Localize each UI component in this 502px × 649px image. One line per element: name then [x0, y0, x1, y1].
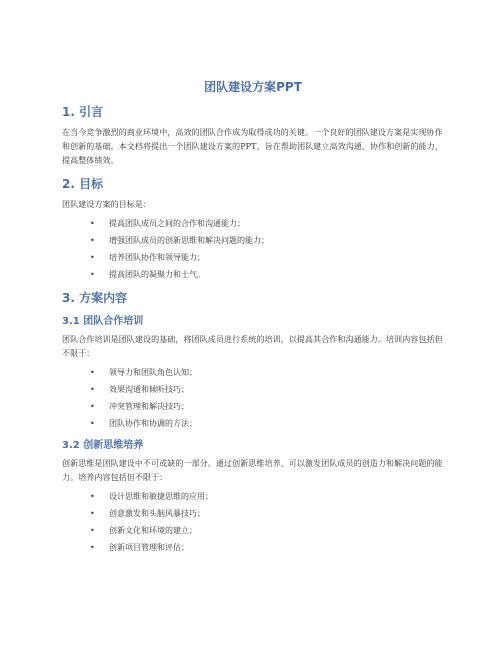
- document-title: 团队建设方案PPT: [204, 80, 302, 94]
- teamwork-training-list: [62, 366, 444, 431]
- list-item: [90, 268, 444, 282]
- innovation-thinking-list: [62, 490, 444, 555]
- list-item: [90, 400, 444, 414]
- list-item: [90, 251, 444, 265]
- list-item: [90, 383, 444, 397]
- bullet-icon: •: [90, 526, 95, 535]
- list-item-text: 创意激发和头脑风暴技巧；: [109, 509, 205, 518]
- list-item-text: 效果沟通和倾听技巧；: [109, 385, 189, 394]
- bullet-icon: •: [90, 419, 95, 428]
- section-heading-plan-content: 3. 方案内容: [62, 291, 128, 305]
- bullet-icon: •: [90, 236, 95, 245]
- goals-paragraph: 团队建设方案的目标是：: [62, 200, 152, 209]
- bullet-icon: •: [90, 270, 95, 279]
- list-item: [90, 524, 444, 538]
- goals-list: [62, 217, 444, 282]
- list-item: [90, 234, 444, 248]
- bullet-icon: •: [90, 543, 95, 552]
- bullet-icon: •: [90, 385, 95, 394]
- list-item-text: 提高团队成员之间的合作和沟通能力；: [109, 219, 245, 228]
- list-item-text: 提高团队的凝聚力和士气。: [109, 270, 205, 279]
- bullet-icon: •: [90, 509, 95, 518]
- list-item: [90, 217, 444, 231]
- list-item: [90, 490, 444, 504]
- bullet-icon: •: [90, 219, 95, 228]
- list-item-text: 领导力和团队角色认知；: [109, 368, 197, 377]
- list-item-text: 团队协作和协调的方法；: [109, 419, 197, 428]
- list-item: [90, 366, 444, 380]
- list-item: [90, 541, 444, 555]
- list-item: [90, 507, 444, 521]
- list-item-text: 设计思维和敏捷思维的应用；: [109, 492, 213, 501]
- list-item-text: 创新项目管理和评估；: [109, 543, 189, 552]
- list-item: [90, 417, 444, 431]
- introduction-paragraph: 在当今竞争激烈的商业环境中，高效的团队合作成为取得成功的关键。一个良好的团队建设方案是实现协作和创新的基础。本文档将提出一个团队建设方案的PPT，旨在帮助团队建立高效沟通、协作和创新的能力，提高整体绩效。: [62, 128, 443, 165]
- list-item-text: 冲突管理和解决技巧；: [109, 402, 189, 411]
- section-heading-introduction: 1. 引言: [62, 105, 104, 119]
- bullet-icon: •: [90, 253, 95, 262]
- section-heading-goals: 2. 目标: [62, 177, 104, 191]
- bullet-icon: •: [90, 402, 95, 411]
- bullet-icon: •: [90, 492, 95, 501]
- bullet-icon: •: [90, 368, 95, 377]
- subsection-heading-innovation-thinking: 3.2 创新思维培养: [62, 440, 144, 451]
- subsection-heading-teamwork-training: 3.1 团队合作培训: [62, 316, 144, 327]
- list-item-text: 创新文化和环境的建立；: [109, 526, 197, 535]
- list-item-text: 培养团队协作和领导能力；: [109, 253, 205, 262]
- list-item-text: 增强团队成员的创新思维和解决问题的能力；: [109, 236, 269, 245]
- teamwork-training-paragraph: 团队合作培训是团队建设的基础，将团队成员进行系统的培训，以提高其合作和沟通能力。培训内容包括但不限于：: [62, 335, 443, 358]
- document-body: [62, 78, 444, 559]
- innovation-thinking-paragraph: 创新思维是团队建设中不可或缺的一部分。通过创新思维培养，可以激发团队成员的创造力和解决问题的能力。培养内容包括但不限于：: [62, 459, 443, 482]
